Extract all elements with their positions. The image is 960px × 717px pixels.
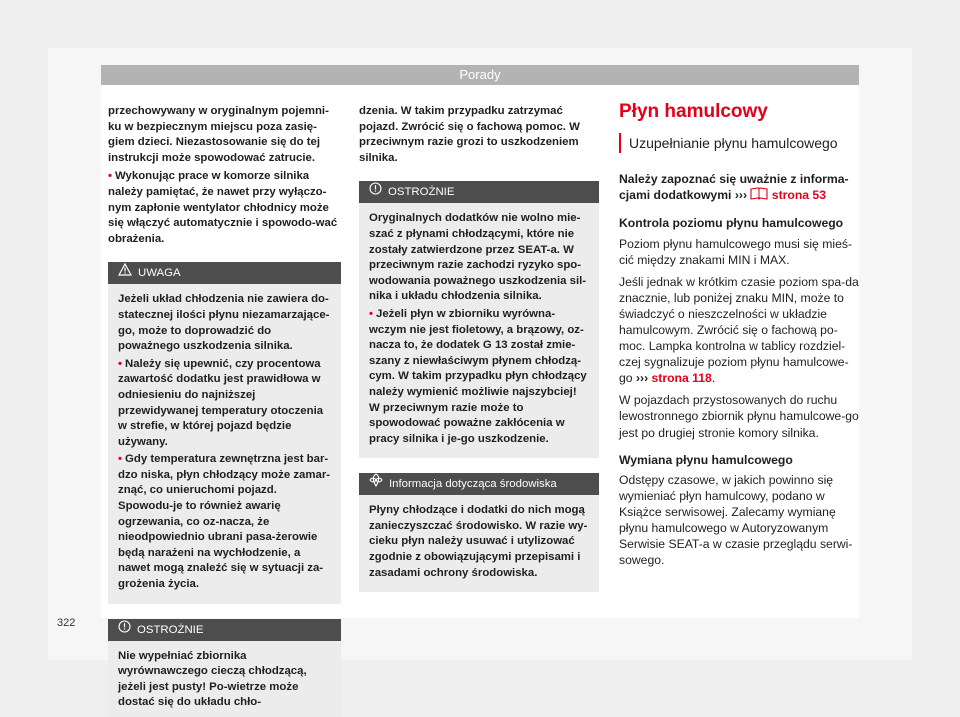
environment-box-title: Informacja dotycząca środowiska bbox=[389, 478, 557, 491]
environment-box-body bbox=[359, 495, 599, 592]
exclamation-circle-icon bbox=[118, 619, 131, 641]
ostrozne-box-title: OSTROŻNIE bbox=[137, 623, 204, 636]
paragraph: W pojazdach przystosowanych do ruchu lewostronnego zbiornik płynu hamulcowe-go jest po drugiej stronie komory silnika. bbox=[619, 393, 859, 440]
ostrozne-box-title: OSTROŻNIE bbox=[388, 186, 455, 199]
ostrozne-box-body bbox=[359, 203, 599, 458]
section-title: Płyn hamulcowy bbox=[619, 101, 768, 122]
intro-paragraph: Należy zapoznać się uważnie z informa-cjami dodatkowymi ››› strona 53 bbox=[619, 171, 859, 204]
paragraph: Jeżeli układ chłodzenia nie zawiera do-statecznej ilości płynu niezamarzające-go, może to doprowadzić do poważnego uszkodzenia silnika. bbox=[118, 293, 330, 353]
subsection-title: Uzupełnianie płynu hamulcowego bbox=[629, 135, 838, 151]
paragraph: Nie wypełniać zbiornika wyrównawczego cieczą chłodzącą, jeżeli jest pusty! Po-wietrze może dostać się do układu chło- bbox=[118, 649, 307, 709]
column-3 bbox=[619, 100, 859, 574]
xref-arrows: ››› bbox=[734, 188, 748, 203]
environment-box-header bbox=[359, 473, 599, 495]
bullet-icon: • bbox=[369, 307, 373, 320]
ostrozne-box-2 bbox=[359, 181, 599, 458]
leaf-icon bbox=[369, 473, 383, 495]
uwaga-box bbox=[108, 262, 341, 603]
subsection-heading bbox=[619, 133, 859, 153]
book-icon[interactable] bbox=[750, 187, 768, 204]
paragraph: Jeśli jednak w krótkim czasie poziom spa-da znacznie, lub poniżej znaku MIN, może to świadczyć o nieszczelności w układzie hamulcowym. Zwrócić się o fachową po-moc. Lampka kontrolna w tablicy rozdziel-czej sygnalizuje poziom płynu hamulcowe-go ››› strona 118. bbox=[619, 274, 859, 386]
xref-arrows: ››› bbox=[635, 371, 649, 386]
subsection-bar bbox=[619, 133, 621, 153]
paragraph: Odstępy czasowe, w jakich powinno się wymieniać płyn hamulcowy, podano w Książce serwisowej. Zalecamy wymianę płynu hamulcowego w Autoryzowanym Serwisie SEAT-a w czasie przeglądu serwi-sowego. bbox=[619, 472, 853, 568]
ostrozne-box-header bbox=[359, 181, 599, 203]
paragraph: Poziom płynu hamulcowego musi się mieś-cić między znakami MIN i MAX. bbox=[619, 236, 853, 267]
page-number: 322 bbox=[57, 617, 76, 629]
page-header: Porady bbox=[101, 65, 859, 85]
bullet-icon: • bbox=[118, 357, 122, 370]
bullet-paragraph: • Należy się upewnić, czy procentowa zawartość dodatku jest prawidłowa w odniesieniu do najniższej przewidywanej temperatury otoczenia w strefie, w której pojazd będzie używany. bbox=[118, 357, 324, 448]
paragraph: Płyny chłodzące i dodatki do nich mogą zanieczyszczać środowisko. W razie wy-cieku płyn należy usuwać i utylizować zgodnie z obowiązującymi przepisami i zasadami ochrony środowiska. bbox=[369, 504, 588, 579]
page-reference-link[interactable]: strona 118 bbox=[651, 371, 712, 386]
ostrozne-box-1 bbox=[108, 619, 341, 717]
uwaga-box-title: UWAGA bbox=[138, 267, 181, 280]
heading-brake-replace: Wymiana płynu hamulcowego bbox=[619, 452, 793, 467]
bullet-paragraph: • Jeżeli płyn w zbiorniku wyrówna-wczym nie jest fioletowy, a brązowy, oz-nacza to, że dodatek G 13 został zmie-szany z niewłaściwym płynem chłodzą-cym. W takim przypadku płyn chłodzący należy wymienić możliwie najszybciej! W przeciwnym razie może to spowodować poważne zakłócenia w pracy silnika i je-go uszkodzenie. bbox=[369, 307, 587, 445]
bullet-icon: • bbox=[118, 453, 122, 466]
page-reference-link[interactable]: strona 53 bbox=[771, 188, 826, 203]
warning-triangle-icon bbox=[118, 262, 132, 284]
bullet-icon: • bbox=[108, 170, 112, 183]
bullet-paragraph: • Gdy temperatura zewnętrzna jest bar-dzo niska, płyn chłodzący może zamar-znąć, co unieruchomi pojazd. Spowodu-je to również awarię ogrzewania, co oz-nacza, że nieodpowiednio ubrani pasa-żerowie będą narażeni na wychłodzenie, a nawet mogą znaleźć się w sytuacji za-grożenia życia. bbox=[118, 453, 331, 591]
paragraph: Oryginalnych dodatków nie wolno mie-szać z płynami chłodzącymi, które nie zostały zatwierdzone przez SEAT-a. W przeciwnym razie zachodzi ryzyko spo-wodowania poważnego uszkodzenia sil-nika i układu chłodzenia silnika. bbox=[369, 212, 587, 303]
column-1 bbox=[108, 104, 341, 717]
exclamation-circle-icon bbox=[369, 181, 382, 203]
paragraph: dzenia. W takim przypadku zatrzymać pojazd. Zwrócić się o fachową pomoc. W przeciwnym razie grozi to uszkodzeniem silnika. bbox=[359, 105, 580, 164]
ostrozne-box-body bbox=[108, 641, 341, 717]
ostrozne-box-header bbox=[108, 619, 341, 641]
paragraph: przechowywany w oryginalnym pojemni-ku w bezpiecznym miejscu poza zasię-giem dzieci. Niezastosowanie się do tej instrukcji może spowodować zatrucie. bbox=[108, 105, 329, 164]
uwaga-box-header bbox=[108, 262, 341, 284]
environment-box bbox=[359, 473, 599, 592]
bullet-paragraph: • Wykonując prace w komorze silnika należy pamiętać, że nawet przy wyłączo-nym zapłonie wentylator chłodnicy może się włączyć automatycznie i spowodo-wać obrażenia. bbox=[108, 170, 338, 245]
heading-brake-level: Kontrola poziomu płynu hamulcowego bbox=[619, 216, 844, 231]
column-2 bbox=[359, 104, 599, 592]
uwaga-box-body bbox=[108, 284, 341, 603]
